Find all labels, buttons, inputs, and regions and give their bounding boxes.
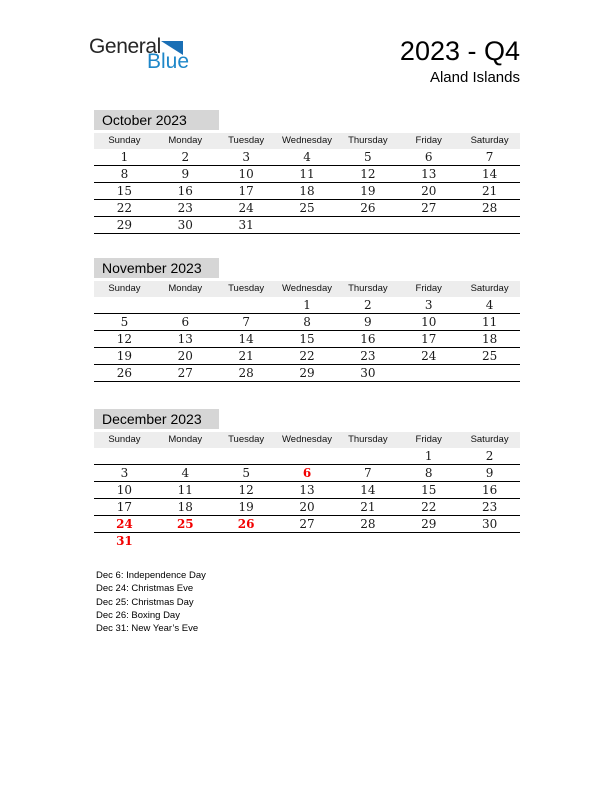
date-cell: 5 [364,150,372,164]
empty-date-cell [459,365,520,381]
date-cell: 20 [421,184,437,198]
date-cell: 29 [116,218,133,232]
empty-date-cell [155,533,216,550]
date-cell: 2 [364,298,372,312]
date-cell: 30 [481,517,498,531]
date-cell: 3 [242,150,250,164]
date-cell: 14 [481,167,498,181]
month-october-2023 [94,110,520,234]
date-cell: 25 [176,517,194,531]
weekday-label: Friday [415,283,442,294]
month-title: December 2023 [94,409,219,429]
weekday-label: Sunday [108,283,141,294]
date-cell: 26 [360,201,376,215]
weekday-label: Thursday [348,135,388,146]
week-row [94,149,520,166]
week-row [94,166,520,183]
date-cell: 19 [238,500,254,514]
empty-date-cell [337,217,398,233]
weekday-label: Friday [415,135,442,146]
weekday-label: Saturday [470,283,509,294]
date-cell: 28 [360,517,376,531]
empty-date-cell [459,533,520,550]
date-cell: 6 [181,315,190,329]
month-november-2023 [94,258,520,382]
date-cell: 13 [177,332,193,346]
week-row [94,482,520,499]
date-cell: 12 [116,332,133,346]
holiday-note: Dec 31: New Year’s Eve [96,623,199,635]
month-title: October 2023 [94,110,219,130]
date-cell: 14 [360,483,376,497]
week-row [94,200,520,217]
weekday-label: Monday [168,283,203,294]
date-cell: 21 [360,500,376,514]
date-cell: 23 [481,500,498,514]
date-cell: 26 [237,517,255,531]
month-title: November 2023 [94,258,219,278]
date-cell: 1 [303,298,311,312]
date-cell: 13 [299,483,315,497]
date-cell: 24 [421,349,437,363]
week-row [94,314,520,331]
date-cell: 22 [116,201,133,215]
empty-date-cell [459,217,520,233]
date-cell: 8 [120,167,129,181]
date-cell: 23 [360,349,376,363]
date-cell: 17 [421,332,437,346]
holiday-note: Dec 26: Boxing Day [96,609,180,621]
date-cell: 11 [299,167,315,181]
logo-text-blue: Blue [146,50,189,73]
weekday-label: Monday [168,135,203,146]
week-row [94,365,520,382]
date-cell: 30 [177,218,193,232]
date-cell: 9 [485,466,494,480]
date-cell: 19 [360,184,376,198]
empty-date-cell [277,448,338,464]
empty-date-cell [94,297,155,313]
empty-date-cell [337,533,398,550]
week-row [94,183,520,200]
date-cell: 24 [238,201,254,215]
date-cell: 12 [360,167,376,181]
date-cell: 13 [421,167,437,181]
date-cell: 7 [242,315,250,329]
date-cell: 20 [177,349,193,363]
empty-date-cell [94,448,155,464]
date-cell: 27 [177,366,193,380]
date-cell: 30 [360,366,376,380]
holiday-note: Dec 24: Christmas Eve [96,583,194,595]
week-row [94,297,520,314]
date-cell: 1 [120,150,129,164]
weekday-header-row [94,281,520,297]
date-cell: 31 [238,218,254,232]
date-cell: 12 [238,483,254,497]
date-cell: 28 [238,366,254,380]
date-cell: 16 [360,332,376,346]
week-row [94,533,520,550]
week-row [94,348,520,365]
empty-date-cell [155,448,216,464]
weekday-header-row [94,133,520,149]
date-cell: 4 [485,298,494,312]
date-cell: 10 [421,315,437,329]
page-title: 2023 - Q4 [399,36,520,66]
date-cell: 27 [421,201,437,215]
date-cell: 29 [299,366,315,380]
weekday-label: Saturday [470,434,509,445]
weekday-label: Friday [415,434,442,445]
date-cell: 11 [481,315,498,329]
weekday-label: Thursday [348,434,388,445]
date-cell: 22 [299,349,315,363]
date-cell: 7 [485,150,494,164]
date-cell: 29 [421,517,437,531]
date-cell: 6 [302,466,312,480]
holiday-list [96,569,206,635]
holiday-note: Dec 25: Christmas Day [96,596,194,608]
week-row [94,499,520,516]
date-cell: 10 [238,167,254,181]
week-row [94,516,520,533]
date-cell: 25 [481,349,498,363]
weekday-label: Sunday [108,434,141,445]
date-cell: 5 [242,466,250,480]
date-cell: 16 [481,483,498,497]
date-cell: 3 [424,298,433,312]
date-cell: 14 [238,332,254,346]
date-cell: 17 [116,500,133,514]
date-cell: 21 [238,349,254,363]
date-cell: 9 [364,315,372,329]
weekday-label: Wednesday [282,283,332,294]
date-cell: 2 [181,150,190,164]
date-cell: 22 [421,500,437,514]
week-row [94,331,520,348]
weekday-label: Sunday [108,135,141,146]
weekday-label: Tuesday [228,135,265,146]
date-cell: 9 [181,167,190,181]
date-cell: 21 [481,184,498,198]
date-cell: 2 [485,449,494,463]
date-cell: 4 [303,150,311,164]
date-cell: 15 [299,332,315,346]
empty-date-cell [216,297,277,313]
weekday-label: Wednesday [282,135,332,146]
date-cell: 15 [116,184,133,198]
date-cell: 4 [181,466,190,480]
date-cell: 18 [481,332,498,346]
date-cell: 19 [116,349,133,363]
date-cell: 27 [299,517,315,531]
date-cell: 8 [424,466,433,480]
empty-date-cell [398,533,459,550]
general-blue-logo [89,36,189,73]
header-title-block [400,36,520,86]
date-cell: 20 [299,500,315,514]
empty-date-cell [277,217,338,233]
date-cell: 24 [116,517,133,531]
date-cell: 15 [421,483,437,497]
empty-date-cell [216,533,277,550]
empty-date-cell [398,217,459,233]
date-cell: 25 [299,201,315,215]
weekday-label: Tuesday [228,283,265,294]
date-cell: 18 [299,184,315,198]
date-cell: 17 [238,184,254,198]
weekday-label: Saturday [470,135,509,146]
empty-date-cell [155,297,216,313]
empty-date-cell [277,533,338,550]
holiday-note: Dec 6: Independence Day [96,570,206,581]
date-cell: 16 [177,184,193,198]
date-cell: 28 [481,201,498,215]
week-row [94,465,520,482]
date-cell: 11 [177,483,193,497]
logo-text-general: General [89,35,161,58]
empty-date-cell [337,448,398,464]
date-cell: 8 [303,315,311,329]
weekday-label: Monday [168,434,203,445]
date-cell: 5 [120,315,129,329]
weekday-header-row [94,432,520,448]
date-cell: 3 [120,466,129,480]
week-row [94,217,520,234]
date-cell: 10 [116,483,133,497]
date-cell: 26 [116,366,133,380]
page-subtitle: Aland Islands [429,69,520,86]
date-cell: 6 [424,150,433,164]
empty-date-cell [398,365,459,381]
week-row [94,448,520,465]
date-cell: 1 [424,449,433,463]
date-cell: 23 [177,201,193,215]
weekday-label: Wednesday [282,434,332,445]
date-cell: 7 [364,466,372,480]
empty-date-cell [216,448,277,464]
month-december-2023 [94,409,520,550]
weekday-label: Thursday [348,283,388,294]
weekday-label: Tuesday [228,434,265,445]
date-cell: 18 [177,500,193,514]
date-cell: 31 [116,534,133,548]
